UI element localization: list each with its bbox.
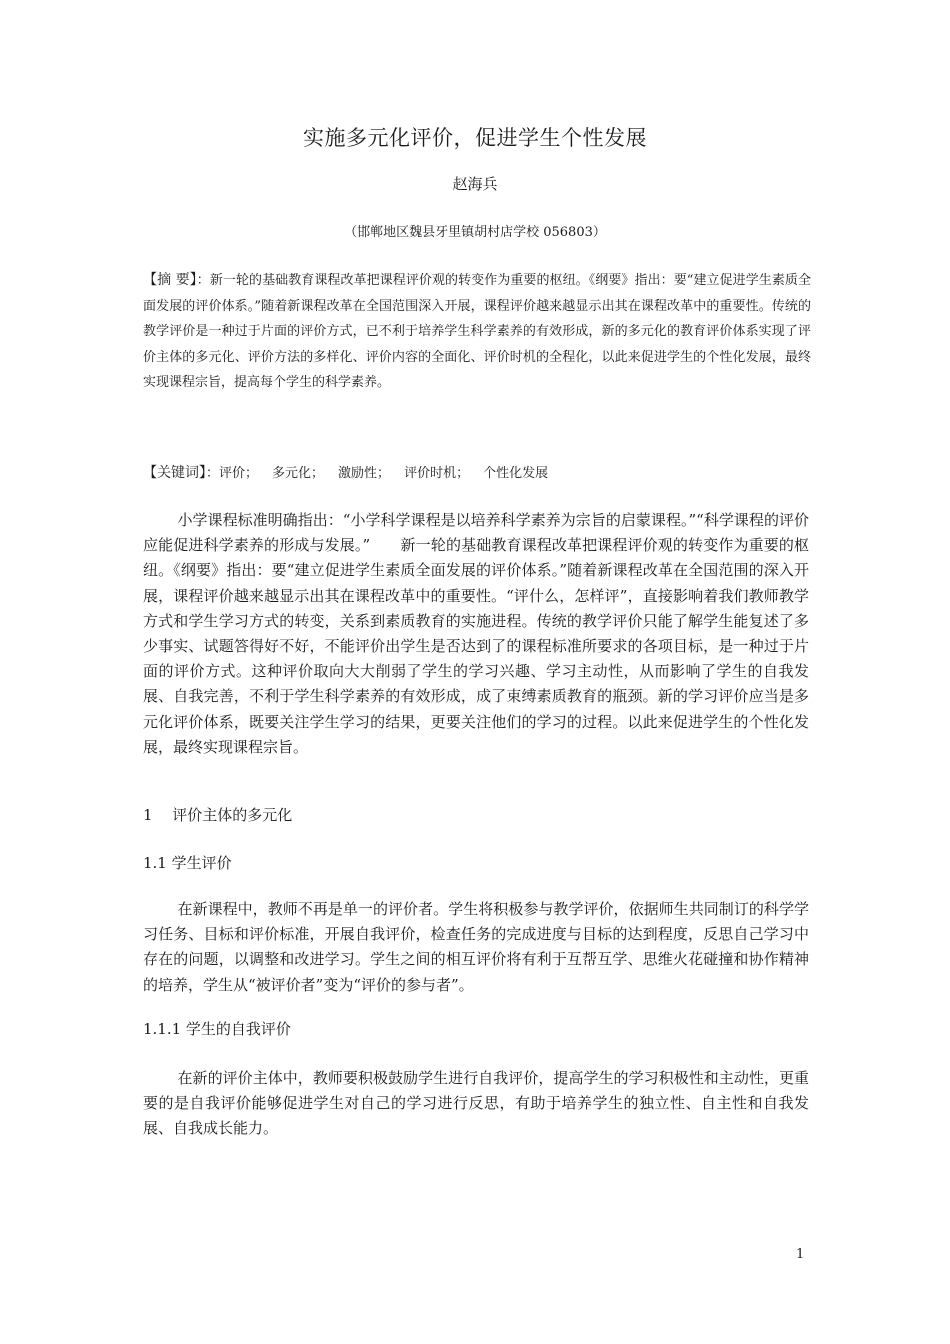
body-paragraph-self-evaluation: 在新的评价主体中，教师要积极鼓励学生进行自我评价，提高学生的学习积极性和主动性，更重要的是自我评价能够促进学生对自己的学习进行反思，有助于培养学生的独立性、自主性和自我发展、自我成长能力。 — [143, 1069, 809, 1138]
author-name: 赵海兵 — [452, 175, 498, 193]
body-paragraph-student-evaluation: 在新课程中，教师不再是单一的评价者。学生将积极参与教学评价，依据师生共同制订的科学学习任务、目标和评价标准，开展自我评价，检查任务的完成进度与目标的达到程度，反思自己学习中存在的问题，以调整和改进学习。学生之间的相互评价将有利于互帮互学、思维火花碰撞和协作精神的培养，学生从“被评价者”变为“评价的参与者”。 — [143, 900, 809, 994]
section-heading-1: 1 评价主体的多元化 — [143, 806, 293, 824]
keyword: 激励性； — [338, 466, 391, 481]
author-affiliation: （邯郸地区魏县牙里镇胡村店学校 056803） — [344, 225, 606, 240]
body-paragraph-intro: 小学课程标准明确指出：“小学科学课程是以培养科学素养为宗旨的启蒙课程。”“科学课程的评价应能促进科学素养的形成与发展。” 新一轮的基础教育课程改革把课程评价观的转变作为重要的枢纽。《纲要》指出：要“建立促进学生素质全面发展的评价体系。”随着新课程改革在全国范围的深入开展，课程评价越来越显示出其在课程改革中的重要性。“评什么，怎样评”，直接影响着我们教师教学方式和学生学习方式的转变，关系到素质教育的实施进程。传统的教学评价只能了解学生能复述了多少事实、试题答得好不好，不能评价出学生是否达到了的课程标准所要求的各项目标，是一种过于片面的评价方式。这种评价取向大大削弱了学生的学习兴趣、学习主动性，从而影响了学生的自我发展、自我完善，不利于学生科学素养的有效形成，成了束缚素质教育的瓶颈。新的学习评价应当是多元化评价体系，既要关注学生学习的结果，更要关注他们的学习的过程。以此来促进学生的个性化发展，最终实现课程宗旨。 — [143, 511, 809, 756]
page-number: 1 — [796, 1247, 805, 1262]
abstract-label: 【摘 要】 — [143, 272, 197, 288]
keywords — [143, 462, 811, 485]
section-heading-1-1-1: 1.1.1 学生的自我评价 — [143, 1020, 291, 1038]
keyword: 评价； — [219, 466, 259, 481]
document-title: 实施多元化评价，促进学生个性发展 — [303, 126, 647, 150]
keywords-label: 【关键词】 — [143, 465, 206, 481]
abstract — [143, 268, 811, 396]
keyword: 多元化； — [272, 466, 325, 481]
keyword: 评价时机； — [404, 466, 470, 481]
keyword: 个性化发展 — [483, 466, 549, 481]
keywords-separator: ： — [206, 466, 220, 481]
section-heading-1-1: 1.1 学生评价 — [143, 854, 232, 872]
abstract-text: ：新一轮的基础教育课程改革把课程评价观的转变作为重要的枢纽。《纲要》指出：要“建立促进学生素质全面发展的评价体系。”随着新课程改革在全国范围深入开展，课程评价越来越显示出其在课程改革中的重要性。传统的教学评价是一种过于片面的评价方式，已不利于培养学生科学素养的有效形成，新的多元化的教育评价体系实现了评价主体的多元化、评价方法的多样化、评价内容的全面化、评价时机的全程化，以此来促进学生的个性化发展，最终实现课程宗旨，提高每个学生的科学素养。 — [143, 273, 811, 391]
